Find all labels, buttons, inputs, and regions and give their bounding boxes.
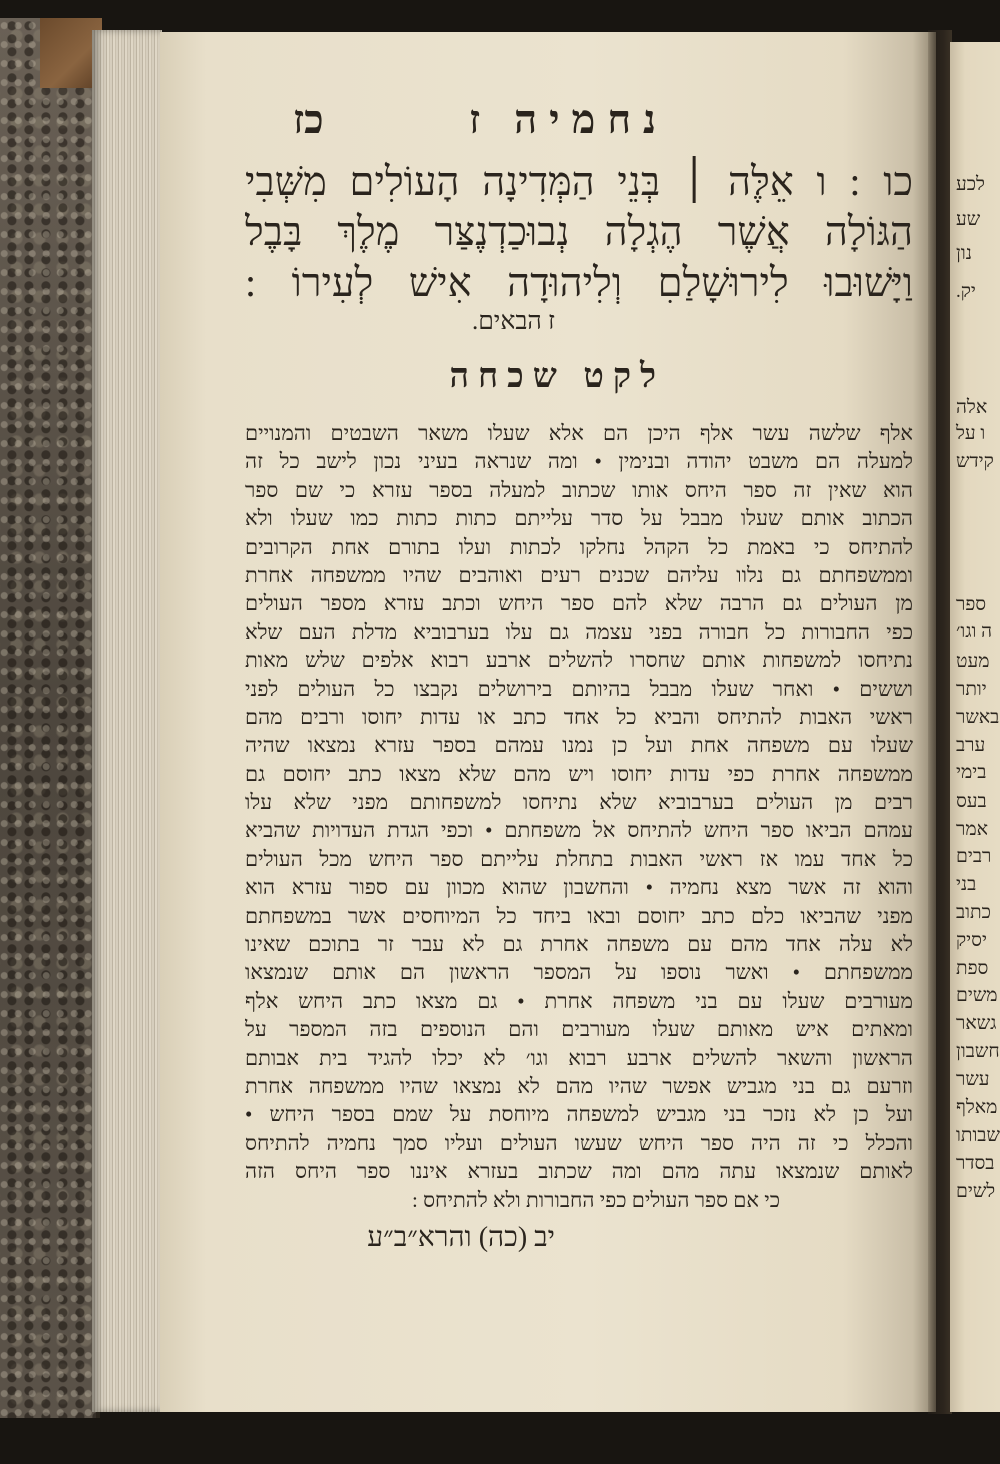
book-gutter-shadow bbox=[928, 30, 952, 1414]
commentary-line: כל אחד עמו אז ראשי האבות בתחלת עלייתם ספר היחש מכל העולים bbox=[245, 846, 913, 871]
facing-page-fragment: לשים bbox=[956, 1181, 996, 1202]
page-block-fore-edge bbox=[92, 30, 162, 1412]
verse-line: כו : ו אֵלֶּה ׀ בְּנֵי הַמְּדִינָה הָעוֹלִים מִשְּׁבִי bbox=[245, 159, 913, 204]
facing-page-edge bbox=[950, 42, 1000, 1412]
facing-page-fragment: ערב bbox=[956, 735, 986, 756]
facing-page-fragment: משים bbox=[956, 985, 998, 1006]
commentary-line: והוא זה אשר מצא נחמיה • והחשבון שהוא מכוון עם ספור עזרא הוא bbox=[245, 875, 913, 900]
verse-line: הַגּוֹלָה אֲשֶׁר הֶגְלָה נְבוּכַדְנֶצַּר מֶלֶךְ בָּבֶל bbox=[245, 209, 913, 254]
commentary-line: ומאתים איש מאותם שעלו מעורבים והם הנוספים בזה המספר על bbox=[245, 1017, 913, 1042]
facing-page-fragment: ו על bbox=[956, 423, 986, 444]
facing-page-fragment: בסדר bbox=[956, 1153, 995, 1174]
facing-page-fragment: בעס bbox=[956, 791, 987, 812]
commentary-line: והכלל כי זה היה ספר היחש שעשו העולים ועליו סמך נחמיה להתיחס bbox=[245, 1130, 913, 1155]
commentary-line: וששים • ואחר שעלו מבבל בהיותם בירושלים נקבצו כל העולים לפני bbox=[245, 676, 913, 701]
facing-page-fragment: חשבון bbox=[956, 1041, 1000, 1062]
commentary-line: ועל כן לא נזכר בני מגביש למשפחה מיוחסת על שמם בספר היחש • bbox=[245, 1102, 913, 1127]
facing-page-fragment: גשאר bbox=[956, 1013, 997, 1034]
facing-page-fragment: אמר bbox=[956, 819, 988, 840]
commentary-line: ממשפחה אחרת כפי עדות יחוסו ויש מהם שלא מצאו כתב יחוסם גם bbox=[245, 761, 913, 786]
commentary-closing-line: כי אם ספר העולים כפי החבורות ולא להתיחס : bbox=[411, 1188, 780, 1212]
commentary-line: למעלה הם משבט יהודה ובנימין • ומה שנראה בעיני נכון לישב כל זה bbox=[245, 449, 913, 474]
commentary-line: אלף שלשה עשר אלף היכן הם אלא שעלו משאר השבטים והמנויים bbox=[245, 421, 913, 445]
commentary-line: מפני שהביאו כלם כתב יחוסם ובאו ביחד כל המיוחסים אשר במשפחתם bbox=[245, 903, 913, 928]
facing-page-fragment: באשר bbox=[956, 707, 1000, 728]
facing-page-fragment: קידש bbox=[956, 451, 994, 472]
marbled-book-cover bbox=[0, 18, 100, 1418]
facing-page-fragment: מעט bbox=[956, 651, 990, 672]
commentary-line: הראשון והשאר להשלים ארבע רבוא וגו׳ לא יכלו להגיד בית אבותם bbox=[245, 1045, 913, 1070]
commentary-heading: לקט שכחה bbox=[449, 358, 665, 395]
commentary-body bbox=[245, 419, 913, 1186]
facing-page-fragment: בימי bbox=[956, 762, 987, 783]
facing-page-fragment: נון bbox=[956, 243, 972, 264]
facing-page-fragment: עשר bbox=[956, 1069, 990, 1090]
page-catchword: יב (כה) והרא״ב״ע bbox=[367, 1222, 555, 1253]
commentary-line: ממשפחתם • ואשר נוספו על המספר הראשון הם אותם שנמצאו bbox=[245, 960, 913, 985]
commentary-line: לא עלה אחד מהם עם משפחה אחרת גם לא עבר זר בתוכם שאינו bbox=[245, 932, 913, 957]
facing-page-fragment: יסיק bbox=[956, 930, 987, 951]
running-head-title: נחמיה ז bbox=[468, 97, 668, 142]
facing-page-fragment: רבים bbox=[956, 846, 992, 867]
commentary-line: הכתוב אותם שעלו מבבל על סדר עלייתם כתות כתות כמו שעלו ולא bbox=[245, 506, 913, 531]
facing-page-fragment: ה וגו׳ bbox=[956, 621, 993, 642]
commentary-line: כפי החבורות כל חבורה בפני עצמה גם עלו בערבוביא מדלת העם שלא bbox=[245, 619, 913, 644]
commentary-line: ראשי האבות להתיחס והביא כל אחד כתב או עדות יחוסו ורבים מהם bbox=[245, 704, 913, 729]
commentary-line: עמהם הביאו ספר היחש להתיחס אל משפחתם • וכפי הגדת העדויות שהביא bbox=[245, 818, 913, 843]
facing-page-fragment: שבותו bbox=[956, 1125, 1000, 1146]
facing-page-fragment: יק. bbox=[956, 281, 976, 302]
verse-catchword: ז הבאים. bbox=[471, 308, 555, 335]
facing-page-fragment: יותר bbox=[956, 679, 987, 700]
facing-page-fragment: מאלף bbox=[956, 1097, 998, 1118]
facing-page-fragment: ספת bbox=[956, 958, 989, 979]
commentary-line: וזרעם גם בני מגביש אפשר שהיו מהם לא נמצאו שהיו ממשפחה אחרת bbox=[245, 1073, 913, 1098]
facing-page-fragment: בני bbox=[956, 874, 977, 895]
page-number: כז bbox=[293, 97, 324, 142]
commentary-line: לאותם שנמצאו עתה מהם ומה שכתוב בעזרא איננו ספר היחס הזה bbox=[245, 1159, 913, 1184]
commentary-line: מעורבים שעלו עם בני משפחה אחרת • גם מצאו כתב היחש אלף bbox=[245, 988, 913, 1013]
facing-page-fragment: ספר bbox=[956, 594, 987, 615]
facing-page-fragment: לכע bbox=[956, 174, 985, 195]
commentary-line: מן העולים גם הרבה שלא להם ספר היחש וכתב עזרא מספר העולים bbox=[245, 591, 913, 616]
facing-page-fragment: כתוב bbox=[956, 902, 991, 923]
commentary-line: וממשפחתם גם נלוו עליהם שכנים רעים ואוהבים שהיו ממשפחה אחרת bbox=[245, 562, 913, 587]
commentary-line: להתיחס כי באמת כל הקהל נחלקו לכתות ועלו בתורם אחת הקרובים bbox=[245, 534, 913, 559]
commentary-line: נתיחסו למשפחות אותם שחסרו להשלים ארבע רבוא אלפים שלש מאות bbox=[245, 648, 913, 673]
facing-page-fragment: שע bbox=[956, 209, 981, 230]
commentary-line: שעלו עם משפחה אחת ועל כן נמנו עמהם בספר עזרא נמצאו שהיה bbox=[245, 733, 913, 758]
commentary-line: הוא שאין זה ספר היחס אותו שכתוב למעלה בספר עזרא כי שם ספר bbox=[245, 477, 913, 502]
commentary-line: רבים מן העולים בערבוביא שלא נתיחסו למשפחותם מפני שלא עלו bbox=[245, 790, 913, 815]
facing-page-fragment: אלה bbox=[956, 397, 988, 418]
verse-line: וַיָּשׁוּבוּ לִירוּשָׁלַםִ וְלִיהוּדָה אִישׁ לְעִירוֹ : bbox=[245, 260, 913, 305]
